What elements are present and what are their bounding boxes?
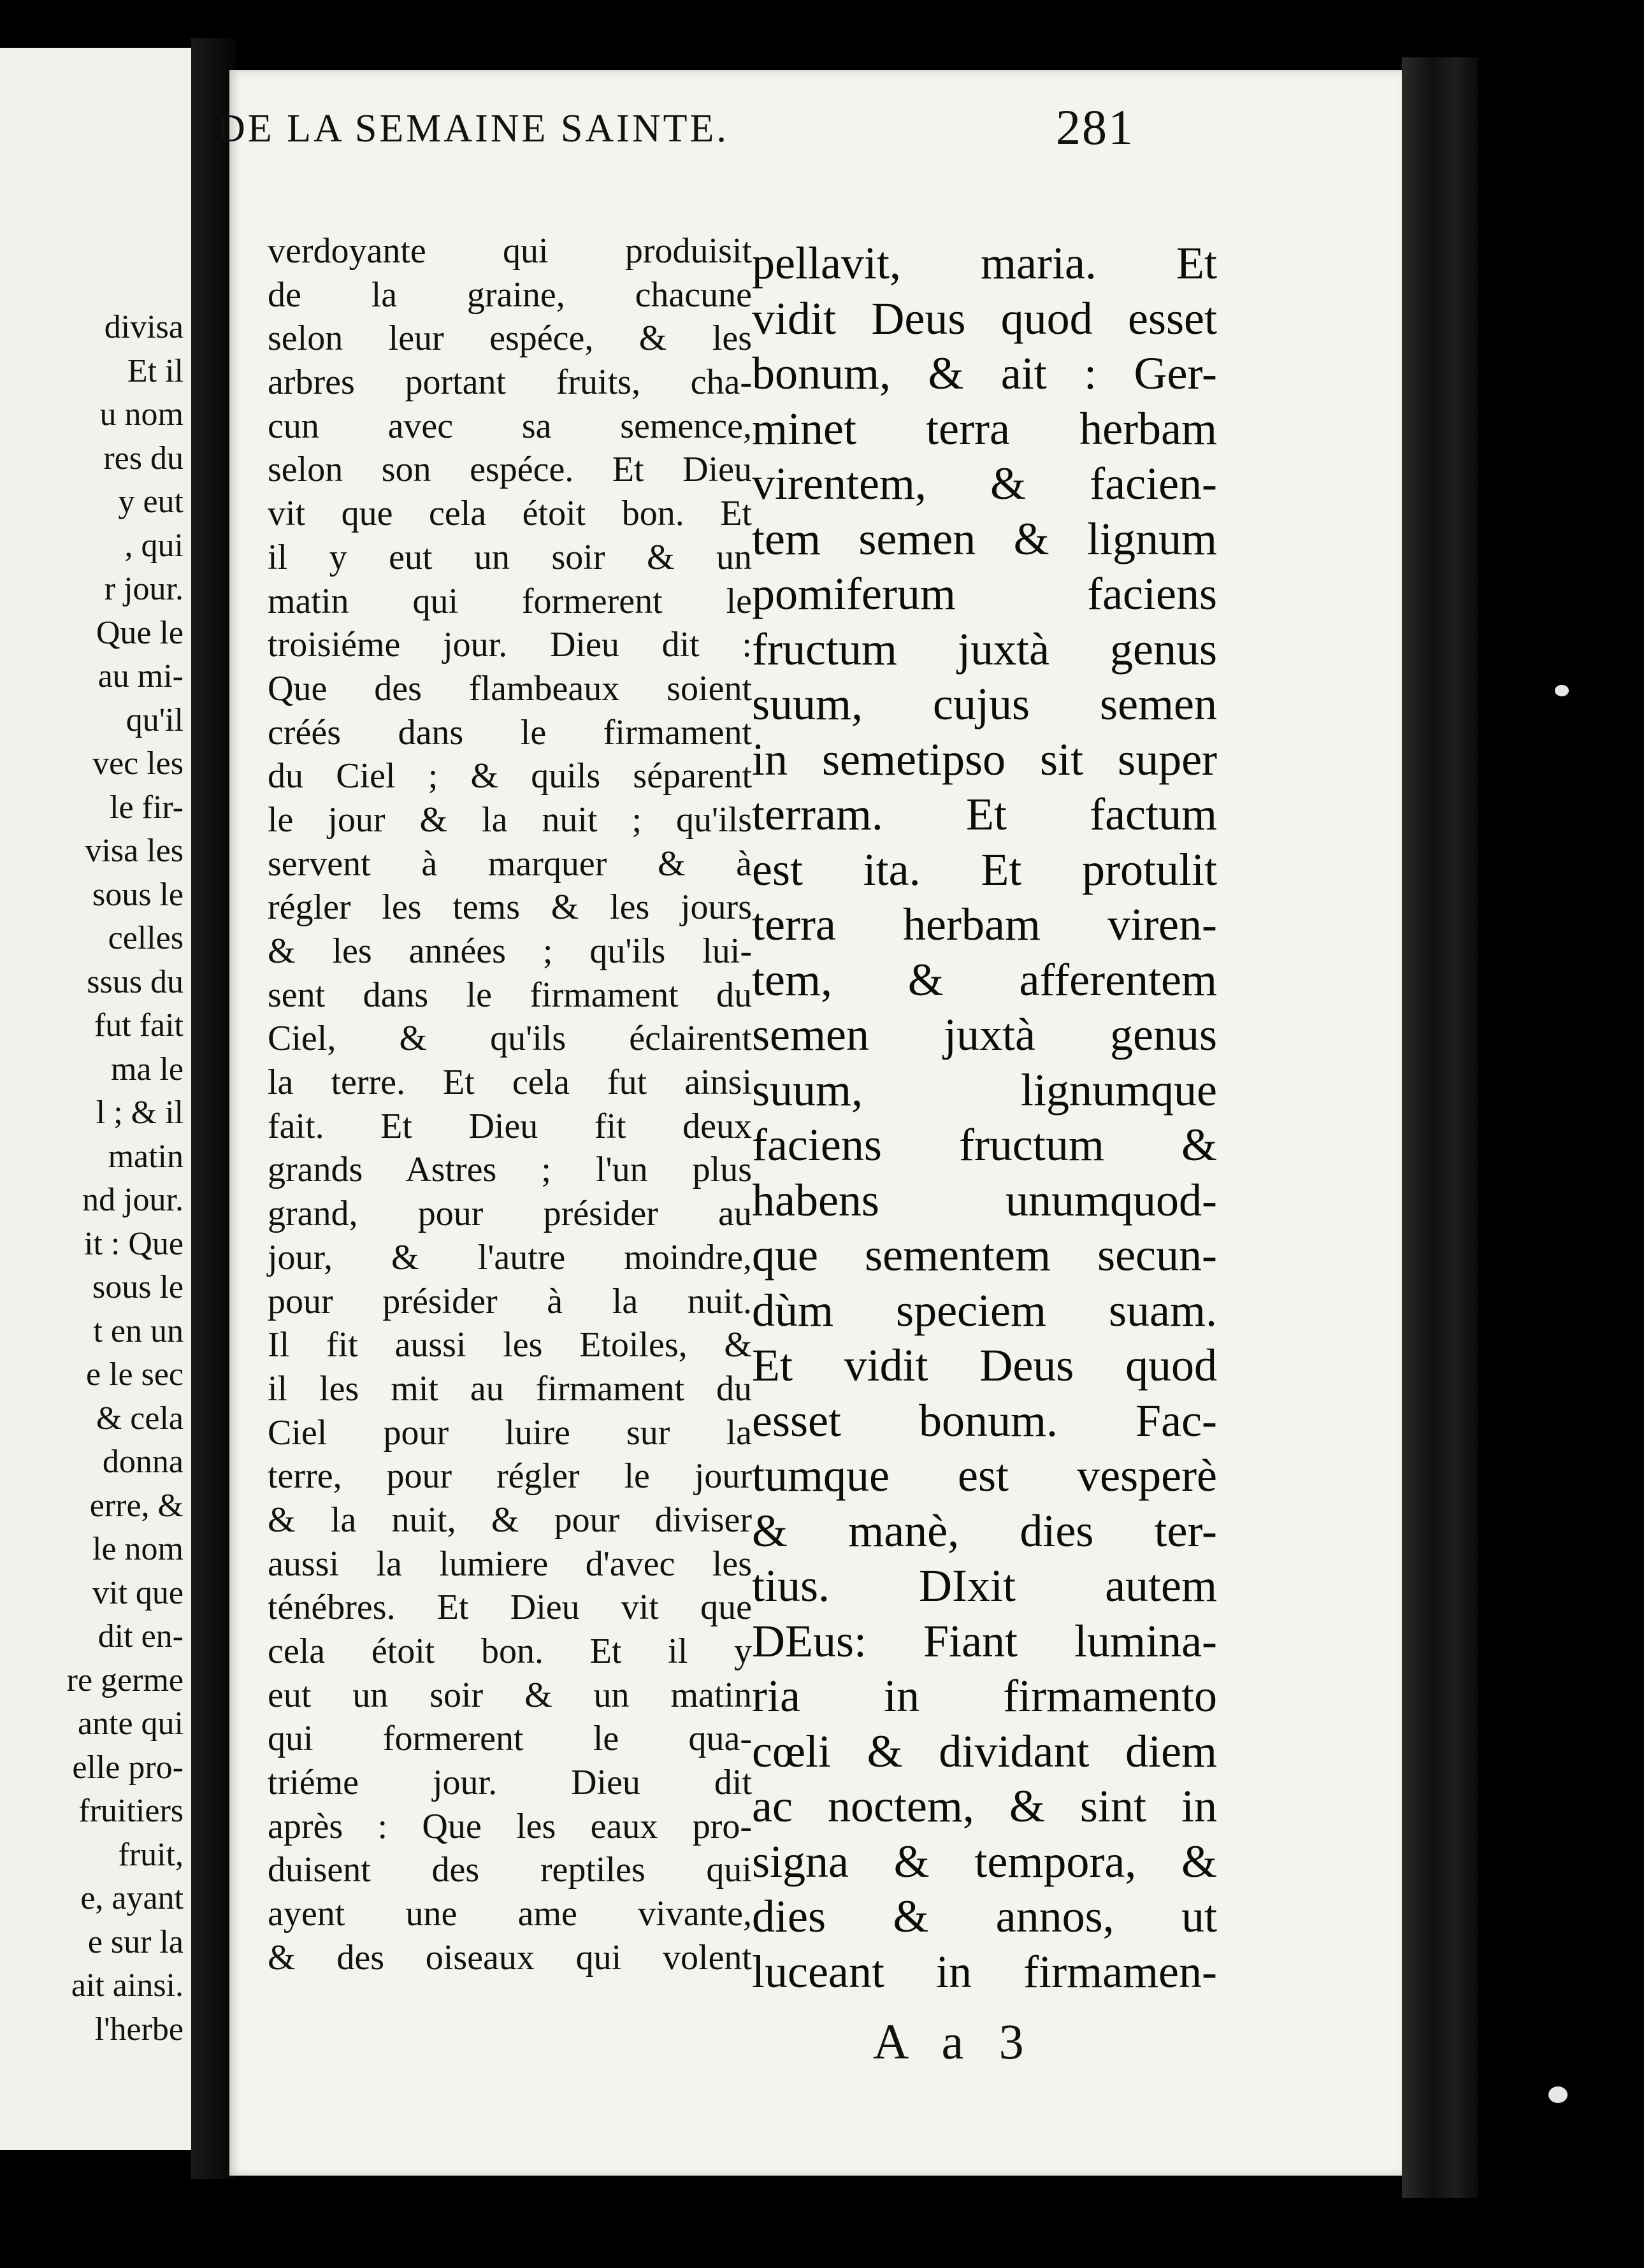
previous-page-line: e le sec xyxy=(85,1356,184,1393)
previous-page-text xyxy=(0,306,184,2051)
previous-page-line: divisa xyxy=(104,309,184,345)
french-line: pour présider à la nuit. xyxy=(268,1281,752,1321)
previous-page-line: sous le xyxy=(92,1269,184,1305)
french-line: la terre. Et cela fut ainsi xyxy=(268,1063,752,1103)
french-line: matin qui formerent le xyxy=(268,581,752,621)
french-line: sent dans le firmament du xyxy=(268,975,752,1015)
previous-page-line: vit que xyxy=(92,1574,184,1611)
scan-speck xyxy=(1555,685,1569,696)
previous-page-line: elle pro- xyxy=(72,1749,184,1786)
french-line: qui formerent le qua- xyxy=(268,1719,752,1759)
previous-page-line: le fir- xyxy=(110,789,184,826)
previous-page-line: it : Que xyxy=(84,1225,184,1262)
french-line: grand, pour présider au xyxy=(268,1194,752,1234)
latin-line: bonum, & ait : Ger- xyxy=(752,348,1217,399)
latin-line: minet terra herbam xyxy=(752,403,1217,454)
previous-page-line: ma le xyxy=(110,1051,184,1087)
french-line: arbres portant fruits, cha- xyxy=(268,362,752,403)
french-line: servent à marquer & à xyxy=(268,843,752,884)
latin-line: tius. DIxit autem xyxy=(752,1560,1217,1611)
french-line: Il fit aussi les Etoiles, & xyxy=(268,1325,752,1365)
previous-page-line: l ; & il xyxy=(96,1095,184,1131)
french-line: Ciel pour luire sur la xyxy=(268,1412,752,1453)
previous-page-line: e sur la xyxy=(87,1923,184,1960)
previous-page-line: y eut xyxy=(118,484,184,520)
previous-page-line: r jour. xyxy=(104,571,184,607)
latin-line: semen juxtà genus xyxy=(752,1009,1217,1060)
latin-line: terra herbam viren- xyxy=(752,899,1217,950)
latin-text-column xyxy=(752,236,1217,1999)
latin-line: cœli & dividant diem xyxy=(752,1725,1217,1777)
page-number: 281 xyxy=(1056,99,1134,155)
latin-line: suum, cujus semen xyxy=(752,678,1217,729)
french-line: cela étoit bon. Et il y xyxy=(268,1632,752,1671)
latin-line: ria in firmamento xyxy=(752,1670,1217,1721)
french-line: & la nuit, & pour diviser xyxy=(268,1500,752,1540)
previous-page-line: Que le xyxy=(96,614,184,651)
french-line: triéme jour. Dieu dit xyxy=(268,1763,752,1803)
latin-line: esset bonum. Fac- xyxy=(752,1395,1217,1446)
french-line: grands Astres ; l'un plus xyxy=(268,1150,752,1190)
previous-page-line: au mi- xyxy=(97,658,184,694)
previous-page-fragment xyxy=(0,48,194,2150)
latin-line: dùm speciem suam. xyxy=(752,1284,1217,1336)
latin-line: Et vidit Deus quod xyxy=(752,1340,1217,1391)
latin-line: faciens fructum & xyxy=(752,1119,1217,1170)
latin-line: habens unumquod- xyxy=(752,1174,1217,1226)
french-line: de la graine, chacune xyxy=(268,275,752,315)
signature-mark: A a 3 xyxy=(873,2014,1035,2069)
previous-page-line: fut fait xyxy=(94,1007,184,1044)
latin-line: tem semen & lignum xyxy=(752,513,1217,564)
french-line: jour, & l'autre moindre, xyxy=(268,1237,752,1277)
latin-line: suum, lignumque xyxy=(752,1064,1217,1116)
previous-page-line: t en un xyxy=(93,1312,184,1349)
french-line: & les années ; qu'ils lui- xyxy=(268,931,752,971)
page-edge-shadow xyxy=(1402,57,1478,2198)
previous-page-line: , qui xyxy=(124,527,184,564)
french-line: le jour & la nuit ; qu'ils xyxy=(268,800,752,840)
french-line: il y eut un soir & un xyxy=(268,537,752,577)
latin-line: ac noctem, & sint in xyxy=(752,1781,1217,1832)
previous-page-line: dit en- xyxy=(97,1618,184,1654)
french-line: troisiéme jour. Dieu dit : xyxy=(268,625,752,665)
latin-line: tumque est vesperè xyxy=(752,1450,1217,1501)
french-line: du Ciel ; & quils séparent xyxy=(268,756,752,796)
latin-line: dies & annos, ut xyxy=(752,1891,1217,1942)
french-line: terre, pour régler le jour xyxy=(268,1456,752,1496)
previous-page-line: celles xyxy=(108,920,184,956)
scan-speck xyxy=(1548,2086,1568,2103)
previous-page-line: re germe xyxy=(66,1662,184,1698)
latin-line: terram. Et factum xyxy=(752,789,1217,840)
french-line: aussi la lumiere d'avec les xyxy=(268,1544,752,1584)
previous-page-line: res du xyxy=(103,440,184,477)
previous-page-line: qu'il xyxy=(126,701,184,738)
latin-line: pomiferum faciens xyxy=(752,568,1217,619)
french-line: & des oiseaux qui volent xyxy=(268,1937,752,1977)
french-line: duisent des reptiles qui xyxy=(268,1850,752,1890)
latin-line: DEus: Fiant lumina- xyxy=(752,1615,1217,1667)
latin-line: tem, & afferentem xyxy=(752,954,1217,1005)
previous-page-line: donna xyxy=(102,1444,184,1480)
previous-page-line: ssus du xyxy=(87,963,184,1000)
latin-line: que sementem secun- xyxy=(752,1230,1217,1281)
french-line: selon son espéce. Et Dieu xyxy=(268,450,752,490)
running-head xyxy=(217,99,1134,162)
previous-page-line: sous le xyxy=(92,876,184,913)
french-line: Que des flambeaux soient xyxy=(268,668,752,708)
french-line: verdoyante qui produisit xyxy=(268,231,752,271)
previous-page-line: vec les xyxy=(92,745,184,782)
french-line: selon leur espéce, & les xyxy=(268,319,752,359)
latin-line: pellavit, maria. Et xyxy=(752,238,1217,289)
french-line: fait. Et Dieu fit deux xyxy=(268,1106,752,1146)
previous-page-line: fruit, xyxy=(118,1836,184,1873)
previous-page-line: & cela xyxy=(96,1400,184,1437)
french-line: régler les tems & les jours xyxy=(268,887,752,928)
previous-page-line: le nom xyxy=(92,1531,184,1567)
previous-page-line: Et il xyxy=(127,352,184,389)
latin-line: & manè, dies ter- xyxy=(752,1505,1217,1556)
french-line: ayent une ame vivante, xyxy=(268,1894,752,1934)
latin-line: in semetipso sit super xyxy=(752,733,1217,785)
latin-line: signa & tempora, & xyxy=(752,1835,1217,1887)
latin-line: luceant in firmamen- xyxy=(752,1946,1217,1997)
french-line: ténébres. Et Dieu vit que xyxy=(268,1588,752,1628)
running-head-title: DE LA SEMAINE SAINTE. xyxy=(217,107,729,150)
latin-line: virentem, & facien- xyxy=(752,458,1217,509)
latin-line: vidit Deus quod esset xyxy=(752,292,1217,344)
french-line: eut un soir & un matin xyxy=(268,1675,752,1715)
french-line: Ciel, & qu'ils éclairent xyxy=(268,1019,752,1059)
previous-page-line: l'herbe xyxy=(94,2011,184,2048)
previous-page-line: fruitiers xyxy=(78,1793,184,1829)
previous-page-line: matin xyxy=(108,1138,184,1175)
previous-page-line: visa les xyxy=(85,833,184,869)
previous-page-line: u nom xyxy=(99,396,184,433)
previous-page-line: nd jour. xyxy=(82,1182,184,1218)
previous-page-line: erre, & xyxy=(89,1487,184,1524)
latin-line: fructum juxtà genus xyxy=(752,623,1217,675)
previous-page-line: ait ainsi. xyxy=(71,1967,184,2004)
french-line: cun avec sa semence, xyxy=(268,406,752,446)
french-line: créés dans le firmament xyxy=(268,712,752,752)
french-line: après : Que les eaux pro- xyxy=(268,1806,752,1846)
french-line: il les mit au firmament du xyxy=(268,1368,752,1409)
french-text-column xyxy=(268,229,752,1980)
previous-page-line: ante qui xyxy=(77,1705,184,1742)
french-line: vit que cela étoit bon. Et xyxy=(268,494,752,534)
previous-page-line: e, ayant xyxy=(80,1880,184,1916)
latin-line: est ita. Et protulit xyxy=(752,843,1217,895)
